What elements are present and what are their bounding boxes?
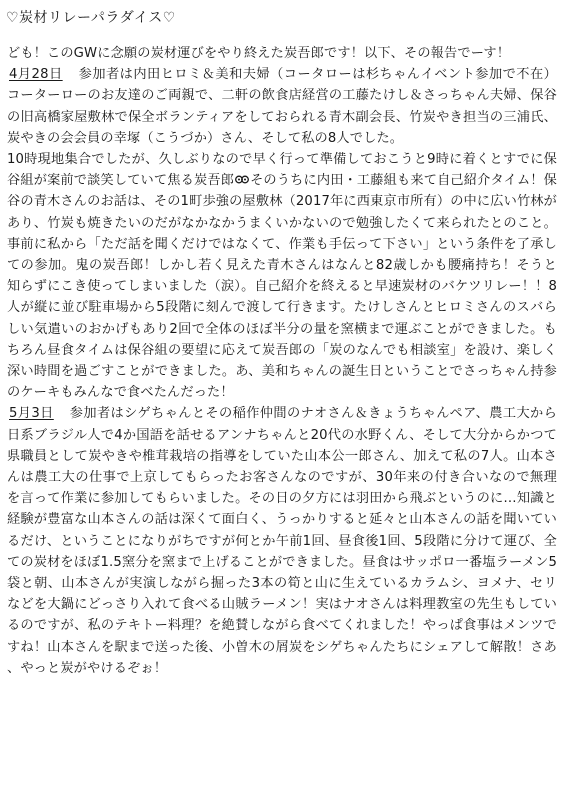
report-may-3 bbox=[7, 403, 557, 679]
date-may-3: 5月3日 bbox=[9, 406, 54, 422]
report-body bbox=[7, 43, 557, 679]
sweat-swirl-icon bbox=[235, 174, 249, 185]
report-may-3-text: 参加者はシゲちゃんとその稲作仲間のナオさん＆きょうちゃんペア、農工大から日系ブラジル人で4か国語を話せるアンナちゃんと20代の水野くん、そして大分からかつて県職員として炭やきや椎茸栽培の指導をしていた山本公一郎さん、加えて私の7人。山本さんは農工大の仕事で上京してもらったお客さんなのですが、30年来の付き合いなので無理を言って作業に参加してもらいました。その日の夕方には羽田から飛ぶというのに…知識と経験が豊富な山本さんの話は深くて面白く、うっかりすると延々と山本さんの話を聞いているだけ、ということになりがちですが何とか午前1回、昼食後1回、5段階に分けて運び、全ての炭材をほぼ1.5窯分を窯まで上げることができました。昼食はサッポロ一番塩ラーメン5袋と朝、山本さんが実演しながら掘った3本の筍と山に生えているカラムシ、ヨメナ、セリなどを大鍋にどっさり入れて食べる山賊ラーメン！実はナオさんは料理教室の先生もしているのですが、私のテキトー料理？を絶賛しながら食べてくれました！やっぱ食事はメンツですね！山本さんを駅まで送った後、小曽木の屑炭をシゲちゃんたちにシェアして解散！さあ、やっと炭がやけるぞぉ！ bbox=[7, 406, 557, 676]
report-april-28 bbox=[7, 64, 557, 403]
date-april-28: 4月28日 bbox=[9, 67, 63, 83]
report-april-28-text-b: 10時現地集合でしたが、久しぶりなので早く行って準備しておこうと9時に着くとすでに保谷組が案前で談笑していて焦る炭吾郎 bbox=[7, 152, 557, 189]
page-title: ♡炭材リレーパラダイス♡ bbox=[6, 10, 176, 26]
report-april-28-text-c: そのうちに内田・工藤組も来て自己紹介タイム！保谷の青木さんのお話は、その1町歩強の屋敷林（2017年に西東京市所有）の中に広い竹林があり、竹炭も焼きたいのだがなかなかうまくいかないので勉強したくて来られたとのこと。事前に私から「ただ話を聞くだけではなくて、作業も手伝って下さい」という条件を了承しての参加。鬼の炭吾郎！しかし若く見えた青木さんはなんと82歳しかも腰痛持ち！そうと知らずにこき使ってしまいました（涙）。自己紹介を終えると早速炭材のバケツリレー！！8人が縦に並び駐車場から5段階に刻んで渡して行きます。たけしさんとヒロミさんのスバらしい気遣いのおかげもあり2回で全体のほぼ半分の量を窯横まで運ぶことができました。もちろん昼食タイムは保谷組の要望に応えて炭吾郎の「炭のなんでも相談室」を設け、楽しく深い時間を過ごすことができました。あ、美和ちゃんの誕生日ということでさっちゃん持参のケーキもみんなで食べたんだった！ bbox=[7, 173, 557, 401]
report-april-28-text-a: 参加者は内田ヒロミ＆美和夫婦（コータローは杉ちゃんイベント参加で不在）コーターローのお友達のご両親で、二軒の飲食店経営の工藤たけし＆さっちゃん夫婦、保谷の旧高橋家屋敷林で保全ボランティアをしておられる青木副会長、竹炭やき担当の三浦氏、炭やきの会会員の幸塚（こうづか）さん、そして私の8人でした。 bbox=[7, 67, 557, 146]
intro-paragraph: ども！このGWに念願の炭材運びをやり終えた炭吾郎です！以下、その報告でーす！ bbox=[7, 46, 511, 61]
